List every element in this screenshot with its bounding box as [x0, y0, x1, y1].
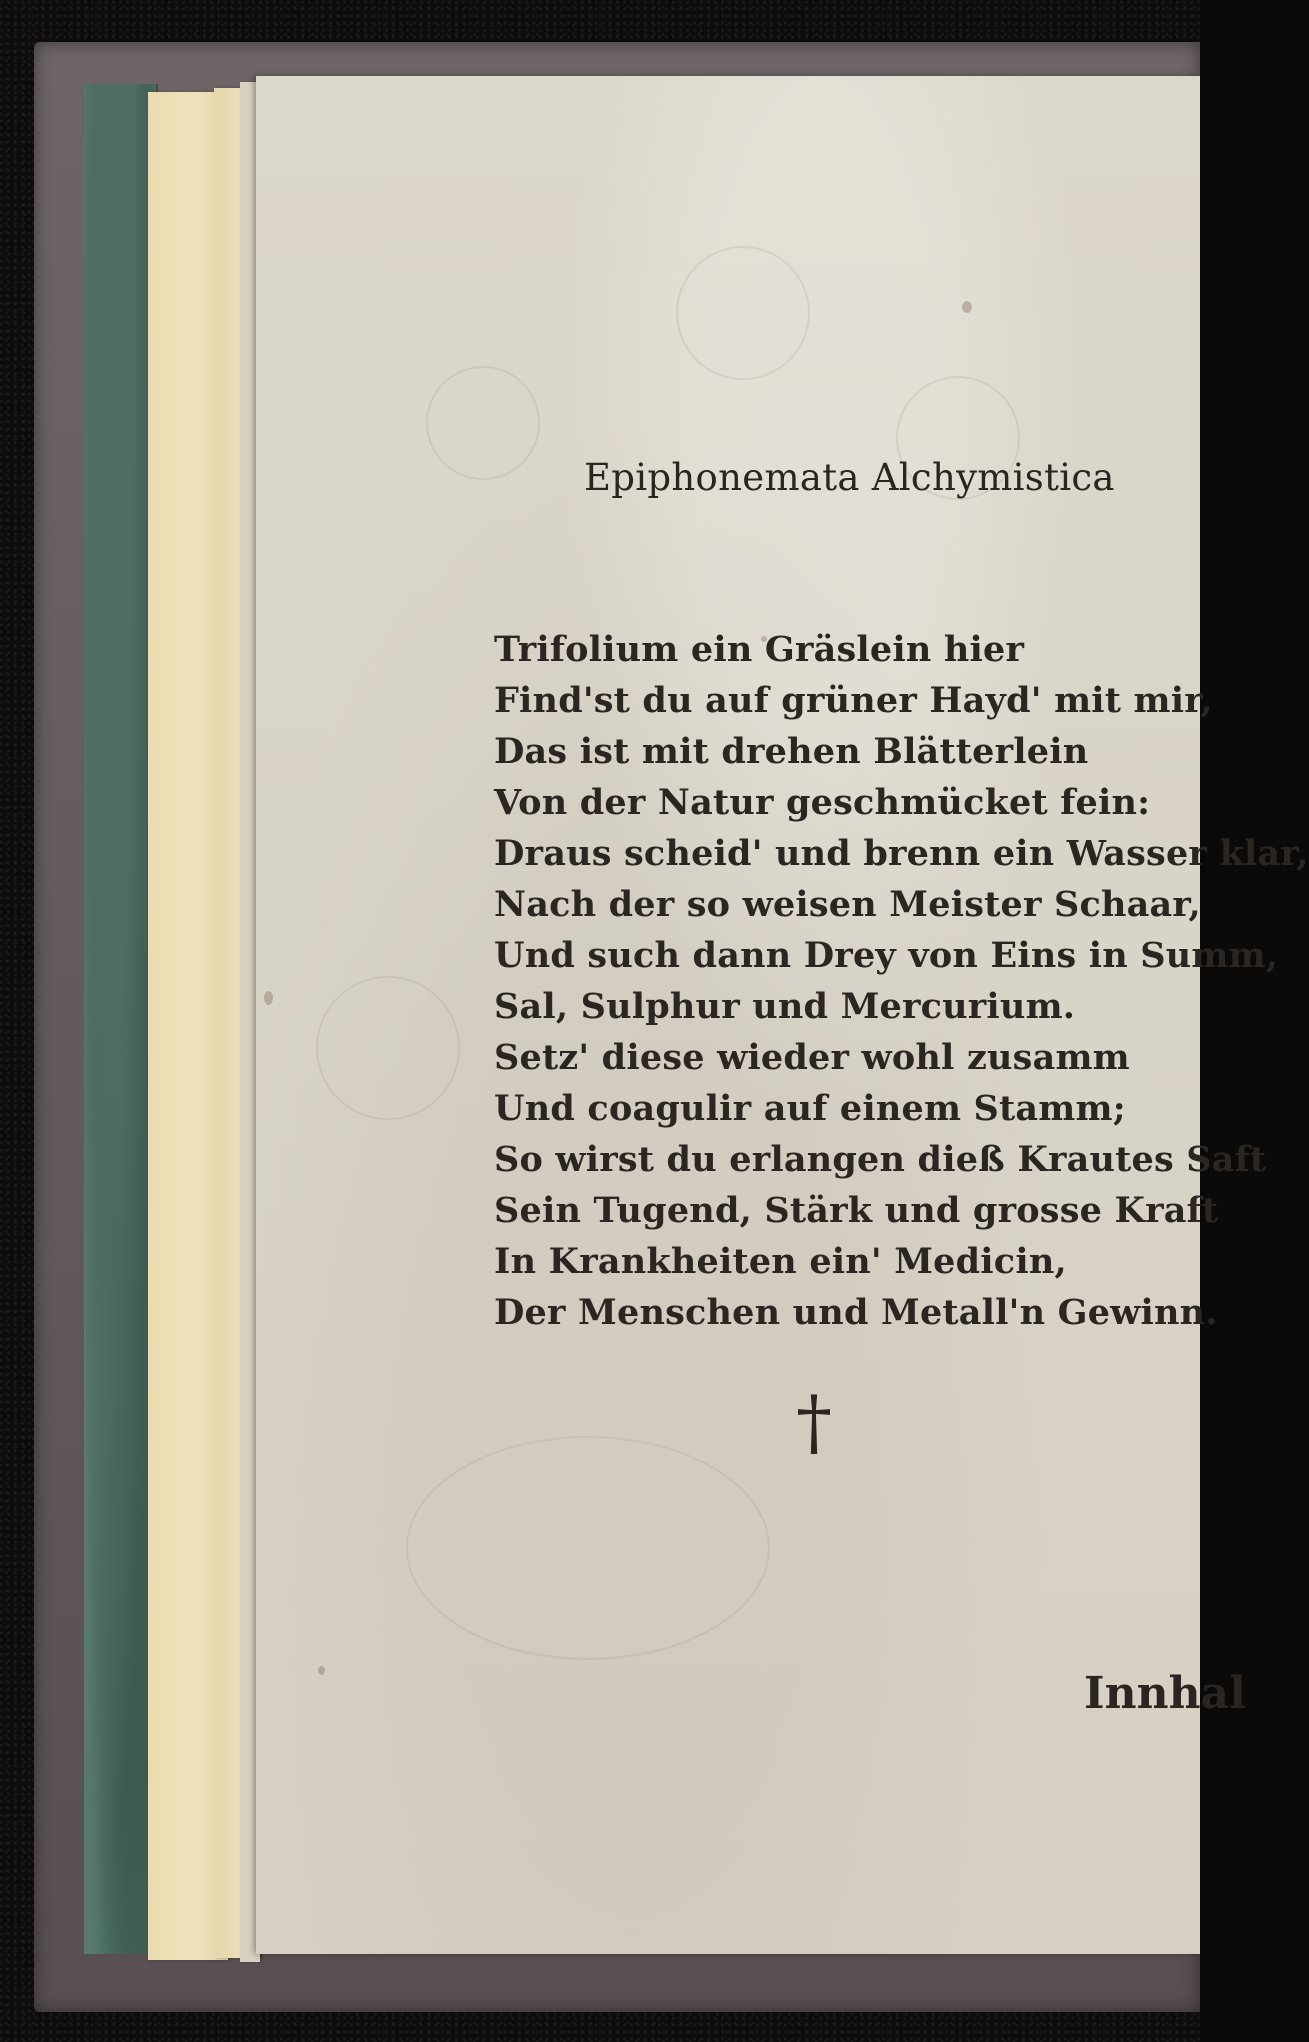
- poem-line: So wirst du erlangen dieß Krautes Saft: [494, 1139, 1267, 1180]
- poem-line: Der Menschen und Metall'n Gewinn.: [494, 1292, 1218, 1333]
- show-through-mark: [406, 1436, 770, 1660]
- poem-line: Das ist mit drehen Blätterlein: [494, 731, 1089, 772]
- poem-line: Sal, Sulphur und Mercurium.: [494, 986, 1076, 1027]
- poem-line: Und such dann Drey von Eins in Summ,: [494, 935, 1279, 976]
- foxing-spot: [264, 991, 273, 1005]
- poem-line: Sein Tugend, Stärk und grosse Kraft: [494, 1190, 1219, 1231]
- poem-line: Nach der so weisen Meister Schaar,: [494, 884, 1201, 925]
- foxing-spot: [318, 1666, 325, 1675]
- book-page: [256, 76, 1309, 1954]
- poem-line: Und coagulir auf einem Stamm;: [494, 1088, 1126, 1129]
- poem-title: Epiphonemata Alchymistica: [584, 456, 1115, 499]
- poem-line: Draus scheid' und brenn ein Wasser klar,: [494, 833, 1309, 874]
- poem-line: Find'st du auf grüner Hayd' mit mir,: [494, 680, 1213, 721]
- show-through-mark: [676, 246, 810, 380]
- poem-line: Setz' diese wieder wohl zusamm: [494, 1037, 1130, 1078]
- foxing-spot: [962, 301, 972, 313]
- poem-line: In Krankheiten ein' Medicin,: [494, 1241, 1067, 1282]
- poem-line: Von der Natur geschmücket fein:: [494, 782, 1151, 823]
- poem-line: Trifolium ein Gräslein hier: [494, 629, 1025, 670]
- marbled-endpaper: [84, 84, 158, 1954]
- show-through-mark: [426, 366, 540, 480]
- catchword: Innhal: [1084, 1668, 1246, 1719]
- poem-verse: [494, 624, 1309, 1338]
- show-through-mark: [316, 976, 460, 1120]
- cross-ornament-icon: †: [796, 1380, 832, 1464]
